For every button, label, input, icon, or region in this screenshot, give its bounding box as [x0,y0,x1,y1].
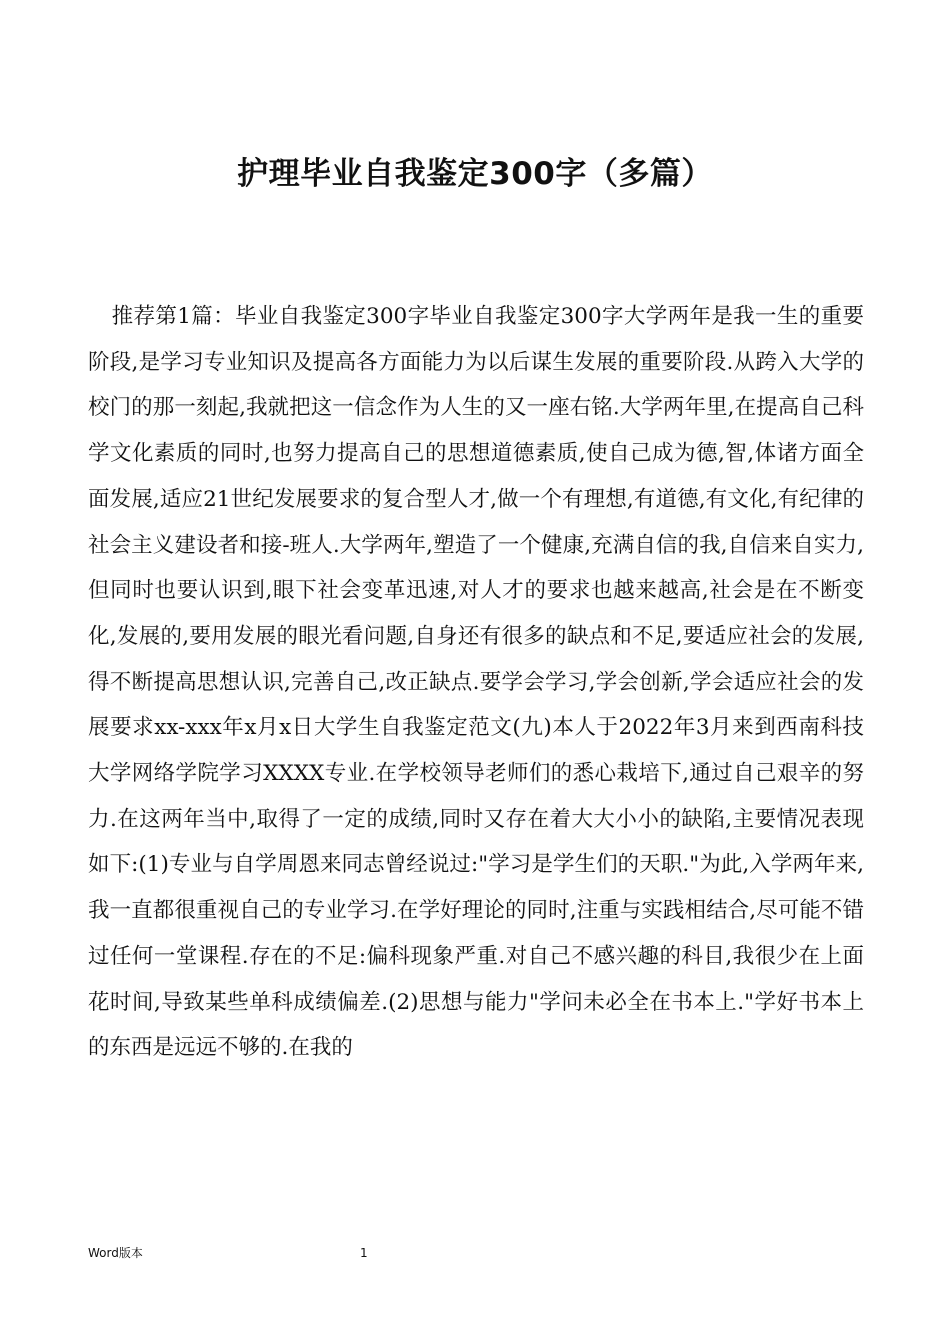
document-body: 推荐第1篇：毕业自我鉴定300字毕业自我鉴定300字大学两年是我一生的重要阶段,是学习专业知识及提高各方面能力为以后谋生发展的重要阶段.从跨入大学的校门的那一刻起,我就把这一信念作为人生的又一座右铭.大学两年里,在提高自己科学文化素质的同时,也努力提高自己的思想道德素质,使自己成为德,智,体诸方面全面发展,适应21世纪发展要求的复合型人才,做一个有理想,有道德,有文化,有纪律的社会主义建设者和接-班人.大学两年,塑造了一个健康,充满自信的我,自信来自实力,但同时也要认识到,眼下社会变革迅速,对人才的要求也越来越高,社会是在不断变化,发展的,要用发展的眼光看问题,自身还有很多的缺点和不足,要适应社会的发展,得不断提高思想认识,完善自己,改正缺点.要学会学习,学会创新,学会适应社会的发展要求xx-xxx年x月x日大学生自我鉴定范文(九)本人于2022年3月来到西南科技大学网络学院学习XXXX专业.在学校领导老师们的悉心栽培下,通过自己艰辛的努力.在这两年当中,取得了一定的成绩,同时又存在着大大小小的缺陷,主要情况表现如下:(1)专业与自学周恩来同志曾经说过:"学习是学生们的天职."为此,入学两年来,我一直都很重视自己的专业学习.在学好理论的同时,注重与实践相结合,尽可能不错过任何一堂课程.存在的不足:偏科现象严重.对自己不感兴趣的科目,我很少在上面花时间,导致某些单科成绩偏差.(2)思想与能力"学问未必全在书本上."学好书本上的东西是远远不够的.在我的 [88,304,864,1061]
document-title: 护理毕业自我鉴定300字（多篇） [237,156,713,192]
footer-label: Word版本 [88,1246,143,1260]
footer-page-number: 1 [360,1246,368,1260]
